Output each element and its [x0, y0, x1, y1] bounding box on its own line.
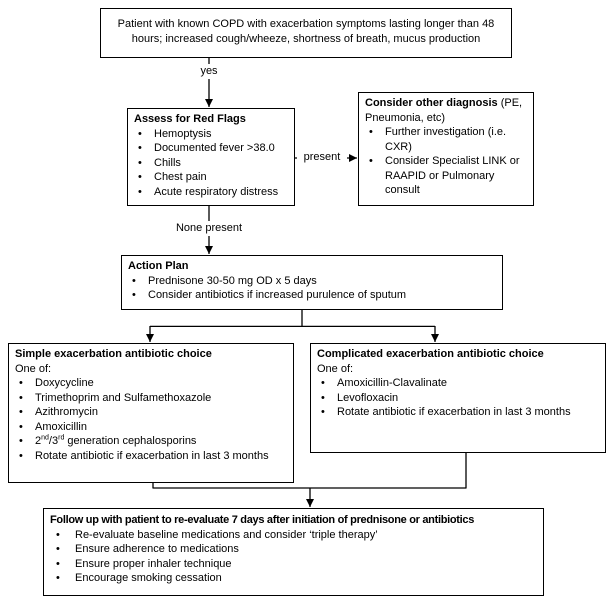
action-plan-item — [128, 274, 496, 289]
complicated-choice-item — [317, 405, 599, 420]
simple-choice-subtitle: One of: — [15, 362, 52, 375]
node-red-flags — [127, 108, 295, 206]
complicated-choice-item-text: • Rotate antibiotic if exacerbation in last 3 months — [337, 406, 571, 418]
follow-up-item-text: • Encourage smoking cessation — [75, 572, 222, 584]
follow-up-item — [50, 528, 537, 543]
red-flags-item-text: • Acute respiratory distress — [154, 185, 279, 198]
complicated-choice-title: Complicated exacerbation antibiotic choice — [317, 348, 544, 360]
node-patient-copd-text: Patient with known COPD with exacerbation symptoms lasting longer than 48 hours; increased cough/wheeze, shortness of breath, mucus production — [117, 18, 495, 45]
edge-label-none-present: None present — [172, 221, 246, 236]
action-plan-item-text: • Consider antibiotics if increased purulence of sputum — [148, 289, 407, 301]
other-diagnosis-item — [365, 125, 527, 154]
red-flags-item-text: • Hemoptysis — [154, 127, 212, 140]
node-patient-copd — [100, 8, 512, 58]
simple-choice-item-text: • Rotate antibiotic if exacerbation in last 3 months — [35, 449, 269, 462]
simple-choice-item-text: • Amoxicillin — [35, 420, 87, 433]
red-flags-item-text: • Chills — [154, 156, 181, 169]
cephalosporin-text: • 2nd/3rd generation cephalosporins — [35, 434, 197, 447]
node-complicated-exacerbation-choice — [310, 343, 606, 453]
action-plan-item — [128, 288, 496, 303]
red-flags-item — [134, 185, 288, 200]
red-flags-item-text: • Chest pain — [154, 171, 207, 183]
simple-choice-item — [15, 376, 285, 391]
simple-choice-item-text: • Azithromycin — [35, 406, 98, 418]
complicated-choice-item — [317, 391, 599, 406]
simple-choice-item — [15, 405, 285, 420]
red-flags-item-text: • Documented fever >38.0 — [154, 142, 275, 154]
simple-choice-item-text: • Trimethoprim and Sulfamethoxazole — [35, 391, 212, 404]
other-diagnosis-title — [365, 96, 527, 125]
node-simple-exacerbation-choice — [8, 343, 294, 483]
node-follow-up — [43, 508, 544, 596]
follow-up-item — [50, 542, 537, 557]
complicated-choice-subtitle: One of: — [317, 362, 354, 375]
node-action-plan — [121, 255, 503, 310]
edge-label-yes: yes — [195, 64, 223, 79]
simple-choice-item — [15, 391, 285, 406]
follow-up-item — [50, 571, 537, 586]
follow-up-item-text: • Re-evaluate baseline medications and consider ‘triple therapy’ — [75, 528, 378, 541]
action-plan-item-text: • Prednisone 30-50 mg OD x 5 days — [148, 274, 317, 287]
edge-label-present: present — [297, 150, 347, 165]
complicated-choice-item-text: • Levofloxacin — [337, 391, 399, 404]
simple-choice-title: Simple exacerbation antibiotic choice — [15, 348, 212, 360]
simple-choice-item — [15, 420, 285, 435]
red-flags-item — [134, 127, 288, 142]
other-diagnosis-item-text: • Further investigation (i.e. CXR) — [385, 126, 507, 153]
other-diagnosis-title-bold: Consider other diagnosis — [365, 97, 498, 109]
red-flags-item — [134, 170, 288, 185]
red-flags-item — [134, 141, 288, 156]
complicated-choice-item — [317, 376, 599, 391]
simple-choice-item-cephalosporins — [15, 434, 285, 449]
complicated-choice-item-text: • Amoxicillin-Clavalinate — [337, 377, 448, 389]
follow-up-item-text: • Ensure adherence to medications — [75, 543, 239, 555]
other-diagnosis-item — [365, 154, 527, 198]
node-other-diagnosis — [358, 92, 534, 206]
simple-choice-item — [15, 449, 285, 464]
red-flags-title: Assess for Red Flags — [134, 113, 246, 125]
follow-up-item — [50, 557, 537, 572]
simple-choice-item-text: • Doxycycline — [35, 377, 94, 389]
follow-up-title: Follow up with patient to re-evaluate 7 days after initiation of prednisone or antibiotics — [50, 514, 475, 526]
red-flags-item — [134, 156, 288, 171]
action-plan-title: Action Plan — [128, 260, 189, 272]
other-diagnosis-item-text: • Consider Specialist LINK or RAAPID or Pulmonary consult — [385, 155, 520, 196]
follow-up-item-text: • Ensure proper inhaler technique — [75, 557, 232, 570]
other-diagnosis-title-rest: (PE, Pneumonia, etc) — [365, 97, 523, 124]
